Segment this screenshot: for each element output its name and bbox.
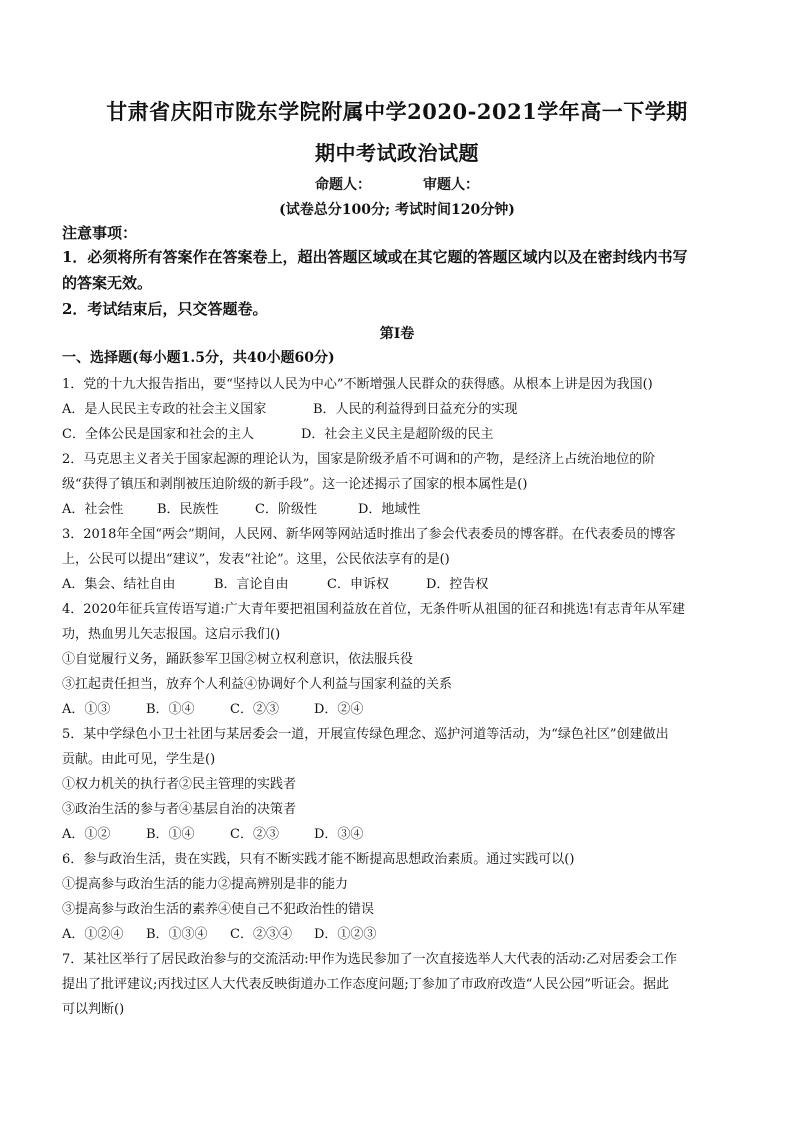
- question-7-stem-cont-2: 可以判断(): [62, 1002, 125, 1017]
- question-1-options-ab: [62, 398, 752, 417]
- section-heading: 一、选择题(每小题1.5分，共40小题60分): [62, 350, 335, 366]
- notes-heading: 注意事项：: [62, 224, 138, 242]
- question-3-options: [62, 573, 752, 592]
- exam-title: 甘肃省庆阳市陇东学院附属中学2020-2021学年高一下学期: [106, 99, 688, 124]
- note-item-2: 2．考试结束后，只交答题卷。: [62, 300, 268, 318]
- question-5-stem-cont: 贡献。由此可见，学生是(): [62, 752, 216, 767]
- option-b: B．言论自由: [214, 577, 289, 592]
- option-d: D．社会主义民主是超阶级的民主: [301, 427, 494, 442]
- question-6-items-12: ①提高参与政治生活的能力②提高辨别是非的能力: [62, 877, 349, 892]
- score-time-note: (试卷总分100分; 考试时间120分钟): [279, 202, 515, 218]
- question-7-stem-cont: 提出了批评建议;丙找过区人大代表反映街道办工作态度问题;丁参加了市政府改造“人民公园”听证会。据此: [62, 977, 670, 992]
- option-b: B．①④: [146, 827, 195, 842]
- question-6-stem: 6．参与政治生活，贵在实践，只有不断实践才能不断提高思想政治素质。通过实践可以(): [62, 852, 575, 867]
- option-c: C．②③④: [230, 927, 292, 942]
- option-a: A．①②: [62, 827, 111, 842]
- option-d: D．地域性: [358, 502, 421, 517]
- option-d: D．②④: [314, 702, 364, 717]
- option-c: C．②③: [230, 827, 279, 842]
- option-b: B．人民的利益得到日益充分的实现: [313, 402, 518, 417]
- option-a: A．社会性: [62, 502, 124, 517]
- option-a: A．是人民民主专政的社会主义国家: [62, 402, 267, 417]
- question-3-stem-cont: 上，公民可以提出“建议”，发表“社论”。这里，公民依法享有的是(): [62, 552, 450, 567]
- question-5-items-12: ①权力机关的执行者②民主管理的实践者: [62, 777, 297, 792]
- question-5-items-34: ③政治生活的参与者④基层自治的决策者: [62, 802, 297, 817]
- question-1-stem: 1．党的十九大报告指出，要“坚持以人民为中心”不断增强人民群众的获得感。从根本上讲是因为我国(): [62, 377, 653, 392]
- question-4-stem-cont: 功，热血男儿矢志报国。这启示我们(): [62, 627, 281, 642]
- option-d: D．③④: [314, 827, 364, 842]
- question-5-options: [62, 823, 752, 842]
- question-4-stem: 4．2020年征兵宣传语写道:广大青年要把祖国利益放在首位，无条件听从祖国的征召和挑选!有志青年从军建: [62, 602, 685, 617]
- option-a: A．①③: [62, 702, 111, 717]
- volume-heading: 第Ⅰ卷: [379, 326, 415, 342]
- question-5-stem: 5．某中学绿色小卫士社团与某居委会一道，开展宣传绿色理念、巡护河道等活动，为“绿色社区”创建做出: [62, 727, 669, 742]
- author-line: [0, 174, 794, 194]
- exam-subtitle: 期中考试政治试题: [315, 141, 479, 165]
- option-d: D．①②③: [314, 927, 377, 942]
- question-2-stem: 2．马克思主义者关于国家起源的理论认为，国家是阶级矛盾不可调和的产物，是经济上占统治地位的阶: [62, 452, 656, 467]
- question-1-options-cd: [62, 423, 752, 442]
- question-4-items-34: ③扛起责任担当，放弃个人利益④协调好个人利益与国家利益的关系: [62, 677, 453, 692]
- option-b: B．民族性: [157, 502, 219, 517]
- question-4-options: [62, 698, 752, 717]
- option-b: B．①③④: [146, 927, 208, 942]
- question-6-items-34: ③提高参与政治生活的素养④使自己不犯政治性的错误: [62, 902, 375, 917]
- reviewer-label: 审题人：: [423, 177, 479, 193]
- question-2-stem-cont: 级“获得了镇压和剥削被压迫阶级的新手段”。这一论述揭示了国家的根本属性是(): [62, 477, 528, 492]
- question-2-options: [62, 498, 752, 517]
- author-label: 命题人：: [315, 177, 371, 193]
- option-a: A．①②④: [62, 927, 124, 942]
- option-c: C．阶级性: [255, 502, 317, 517]
- question-7-stem: 7．某社区举行了居民政治参与的交流活动:甲作为选民参加了一次直接选举人大代表的活动:乙对居委会工作: [62, 952, 678, 967]
- question-4-items-12: ①自觉履行义务，踊跃参军卫国②树立权利意识，依法服兵役: [62, 652, 414, 667]
- option-b: B．①④: [146, 702, 195, 717]
- option-c: C．②③: [230, 702, 279, 717]
- question-6-options: [62, 923, 752, 942]
- option-c: C．全体公民是国家和社会的主人: [62, 427, 254, 442]
- option-d: D．控告权: [426, 577, 489, 592]
- note-item-1: 1．必须将所有答案作在答案卷上，超出答题区域或在其它题的答题区域内以及在密封线内书写: [62, 248, 688, 266]
- note-item-1-cont: 的答案无效。: [62, 274, 153, 292]
- option-c: C．申诉权: [327, 577, 389, 592]
- question-3-stem: 3．2018年全国“两会”期间，人民网、新华网等网站适时推出了参会代表委员的博客群。在代表委员的博客: [62, 527, 676, 542]
- option-a: A．集会、结社自由: [62, 577, 176, 592]
